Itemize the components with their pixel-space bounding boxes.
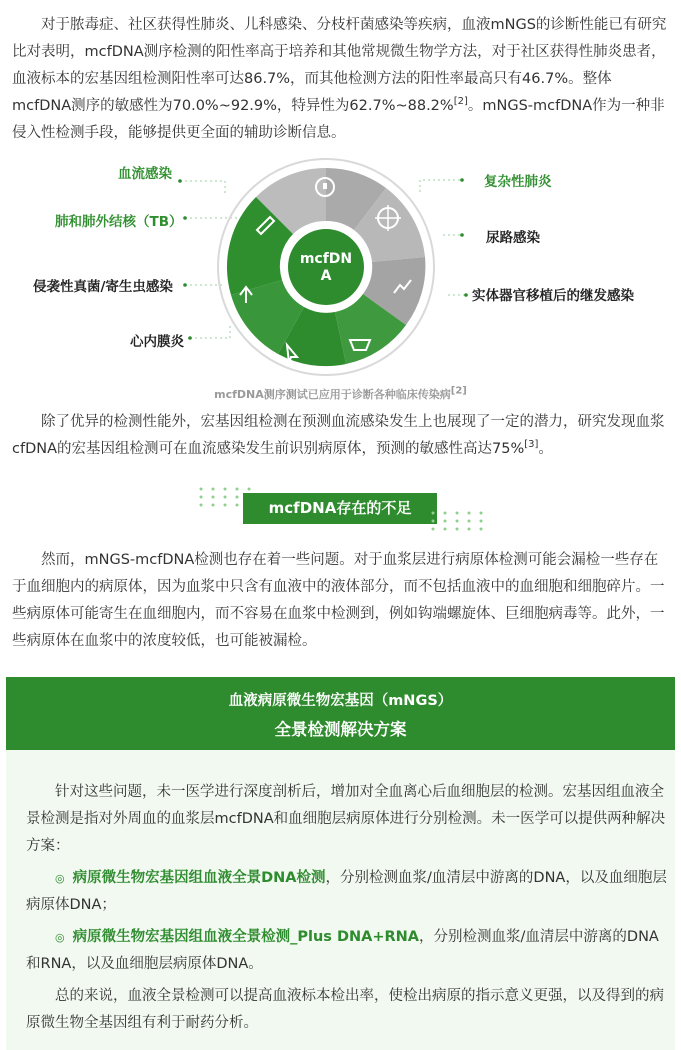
- label-urinary: 尿路感染: [486, 230, 540, 246]
- decorative-dots-right: [430, 510, 490, 532]
- solution-option-1: ◎ 病原微生物宏基因组血液全景DNA检测，分别检测血浆/血清层中游离的DNA，以及血细胞层病原体DNA；: [26, 870, 667, 913]
- diagram-center-text: mcfDN A: [299, 251, 353, 284]
- label-complex-pneumonia: 复杂性肺炎: [484, 174, 552, 190]
- solution-intro: 针对这些问题，未一医学进行深度剖析后，增加对全血离心后血细胞层的检测。宏基因组血液全景检测是指对外周血的血浆层mcfDNA和血细胞层病原体进行分别检测。未一医学可以提供两种解决方案：: [26, 784, 666, 854]
- paragraph-prediction: 除了优异的检测性能外，宏基因组检测在预测血流感染发生上也展现了一定的潜力，研究发现血浆cfDNA的宏基因组检测可在血流感染发生前识别病原体，预测的敏感性高达75%[3]。: [12, 414, 665, 457]
- label-tb: 肺和肺外结核（TB）: [55, 214, 183, 230]
- bullet-icon: ◎: [55, 872, 65, 885]
- solution-body: [6, 750, 675, 1050]
- label-blood-infection: 血流感染: [118, 166, 172, 182]
- paragraph-shortcomings: 然而，mNGS-mcfDNA检测也存在着一些问题。对于血浆层进行病原体检测可能会漏检一些存在于血细胞内的病原体，因为血浆中只含有血液中的液体部分，而不包括血液中的血细胞和细胞碎片。一些病原体可能寄生在血细胞内，而不容易在血浆中检测到，例如钩端螺旋体、巨细胞病毒等。此外，一些病原体在血浆中的浓度较低，也可能被漏检。: [12, 552, 665, 649]
- solution-header: [6, 677, 675, 750]
- solution-title-line2: 全景检测解决方案: [274, 720, 407, 739]
- clinical-applications-diagram: [0, 150, 681, 405]
- solution-summary: 总的来说，血液全景检测可以提高血液标本检出率，使检出病原的指示意义更强，以及得到的病原微生物全基因组有利于耐药分析。: [26, 988, 664, 1031]
- paragraph-intro: 对于脓毒症、社区获得性肺炎、儿科感染、分枝杆菌感染等疾病，血液mNGS的诊断性能已有研究比对表明，mcfDNA测序检测的阳性率高于培养和其他常规微生物学方法，对于社区获得性肺炎患者，血液标本的宏基因组检测阳性率可达86.7%，而其他检测方法的阳性率最高只有46.7%。整体mcfDNA测序的敏感性为70.0%~92.9%，特异性为62.7%~88.2%[2]。mNGS-mcfDNA作为一种非侵入性检测手段，能够提供更全面的辅助诊断信息。: [12, 17, 667, 141]
- label-fungal: 侵袭性真菌/寄生虫感染: [33, 279, 173, 295]
- label-transplant: 实体器官移植后的继发感染: [472, 288, 634, 304]
- solution-option-2: ◎ 病原微生物宏基因组血液全景检测_Plus DNA+RNA，分别检测血浆/血清层中游离的DNA和RNA，以及血细胞层病原体DNA。: [26, 929, 659, 972]
- section-title-shortcomings: mcfDNA存在的不足: [243, 493, 437, 524]
- bullet-icon: ◎: [55, 931, 65, 944]
- solution-title-line1: 血液病原微生物宏基因（mNGS）: [228, 693, 453, 709]
- label-endocarditis: 心内膜炎: [130, 334, 184, 350]
- diagram-caption: mcfDNA测序测试已应用于诊断各种临床传染病[2]: [214, 385, 467, 401]
